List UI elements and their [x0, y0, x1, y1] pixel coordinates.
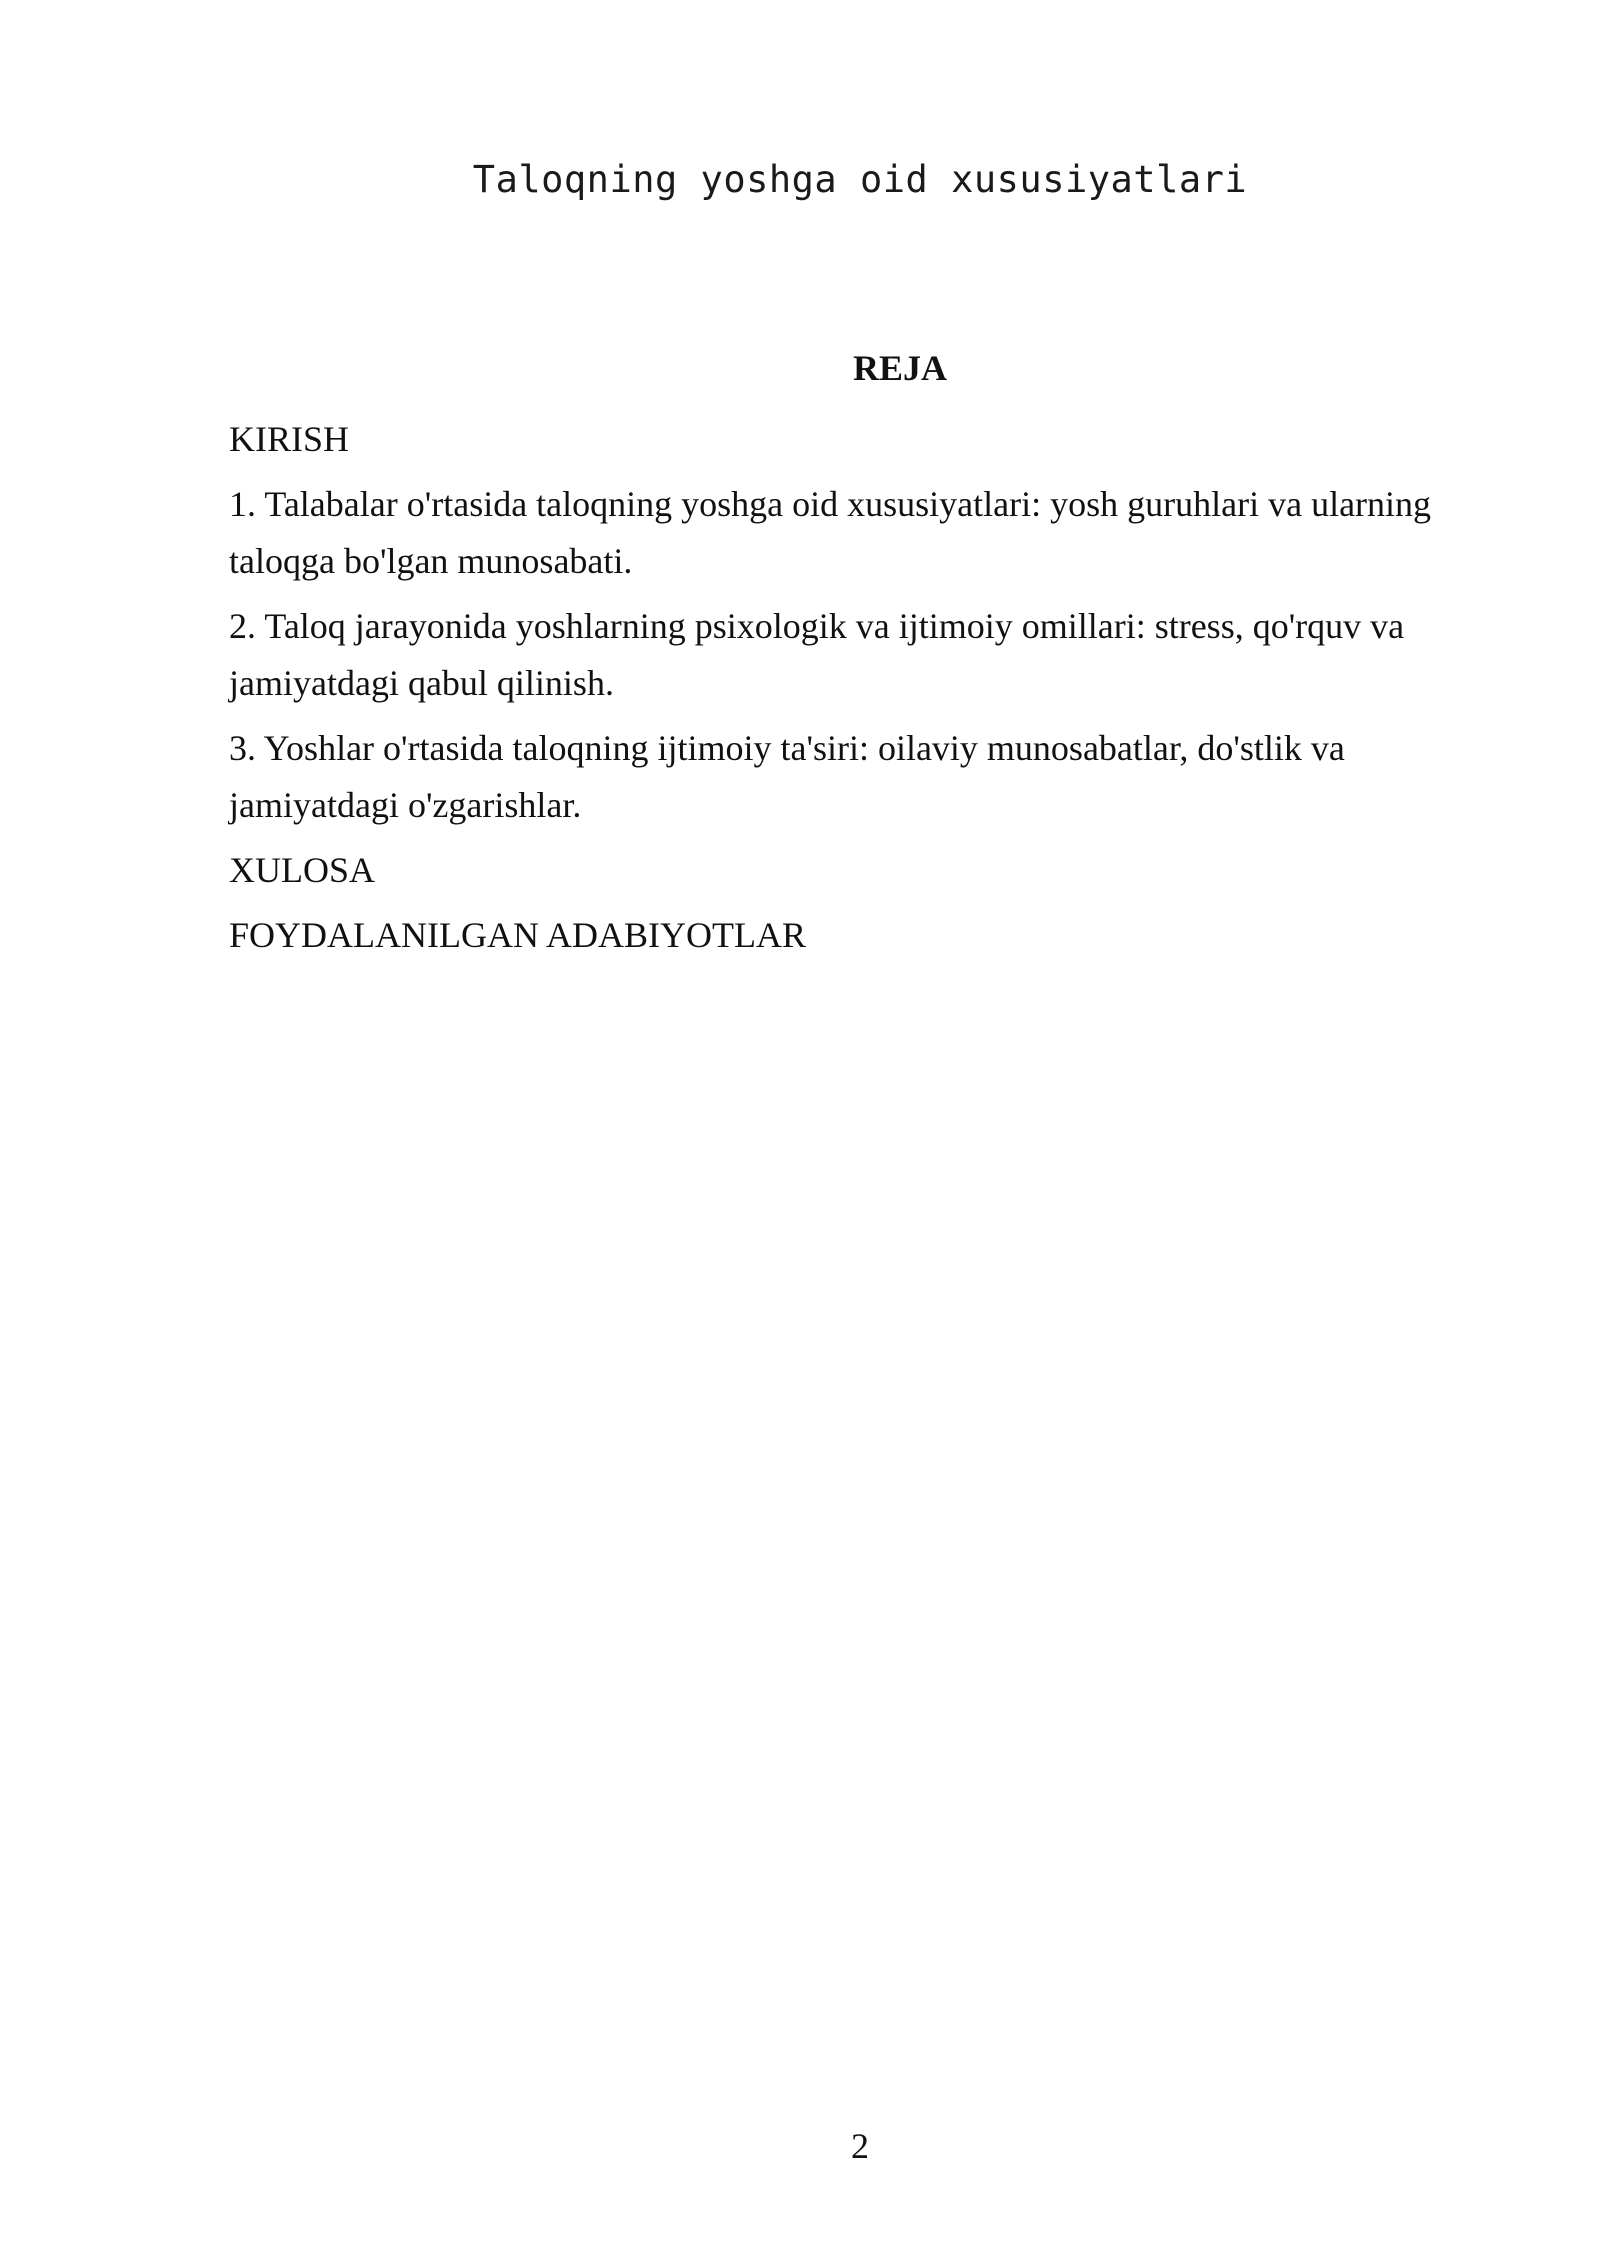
plan-item-conclusion: XULOSA	[229, 850, 376, 890]
plan-item-1: 1. Talabalar o'rtasida taloqning yoshga oid xususiyatlari: yosh guruhlari va ularning taloqga bo'lgan munosabati.	[229, 484, 1432, 581]
plan-item-introduction: KIRISH	[229, 419, 350, 459]
plan-item-3: 3. Yoshlar o'rtasida taloqning ijtimoiy ta'siri: oilaviy munosabatlar, do'stlik va jamiyatdagi o'zgarishlar.	[229, 728, 1345, 825]
page-number: 2	[851, 2126, 869, 2166]
plan-section	[229, 340, 1479, 972]
plan-item-references: FOYDALANILGAN ADABIYOTLAR	[229, 915, 806, 955]
plan-heading: REJA	[852, 348, 947, 388]
document-title: Taloqning yoshga oid xususiyatlari	[472, 158, 1248, 201]
plan-item-2: 2. Taloq jarayonida yoshlarning psixologik va ijtimoiy omillari: stress, qo'rquv va jamiyatdagi qabul qilinish.	[229, 606, 1405, 703]
